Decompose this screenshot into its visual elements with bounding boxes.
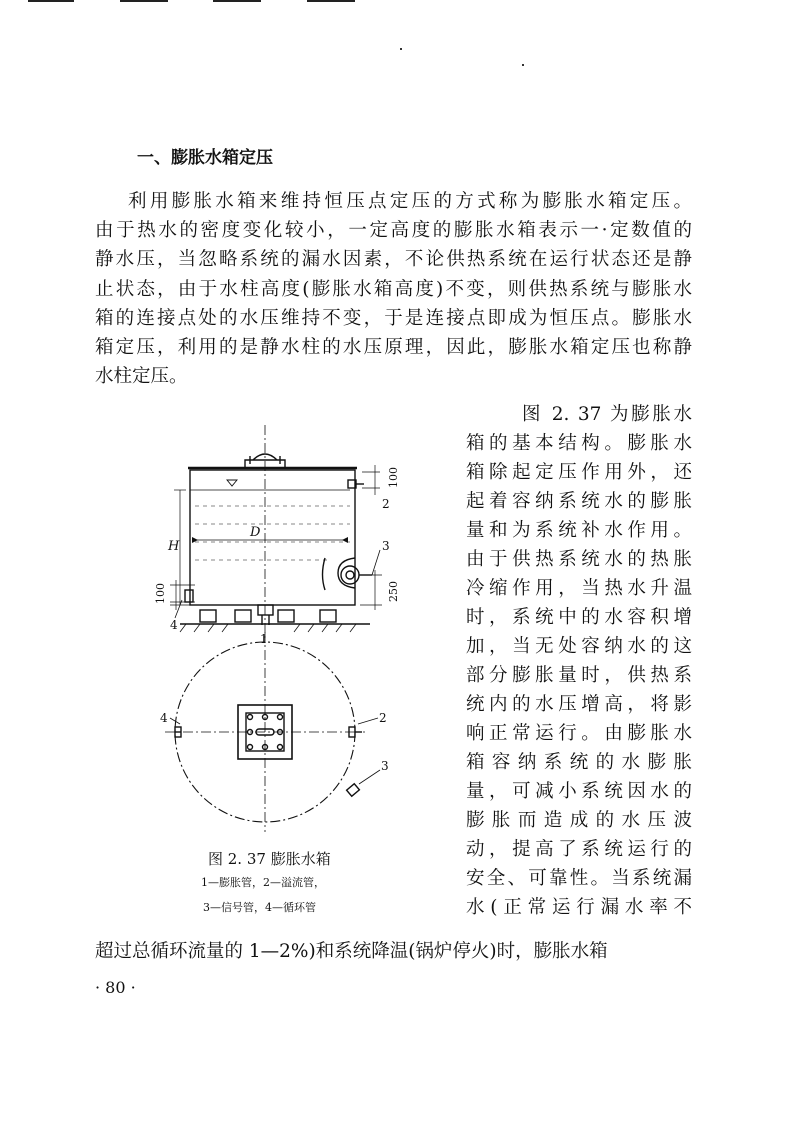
paragraph1-line: 利用膨胀水箱来维持恒压点定压的方式称为膨胀水箱定压。 [128,191,692,212]
scan-speck [522,64,524,66]
mark-4-bottom: 4 [160,711,168,725]
dim-250: 250 [387,581,400,602]
section-heading: 一、膨胀水箱定压 [137,148,273,168]
top-rule-2 [120,0,168,2]
paragraph2-line: 响正常运行。由膨胀水 [466,723,692,744]
paragraph1-line: 静水压，当忽略系统的漏水因素，不论供热系统在运行状态还是静 [95,249,692,270]
paragraph2-tail-line: 超过总循环流量的 1—2%)和系统降温(锅炉停火)时，膨胀水箱 [95,941,608,962]
paragraph2-line: 箱除起定压作用外，还 [466,462,692,483]
mark-4-top: 4 [170,618,178,632]
dim-100-left: 100 [154,583,167,604]
paragraph2-line: 由于供热系统水的热胀 [466,549,692,570]
paragraph2-line: 部分膨胀量时，供热系 [466,665,692,686]
paragraph2-line: 量和为系统补水作用。 [466,520,692,541]
paragraph1-line: 水柱定压。 [95,366,188,387]
label-h: H [168,539,180,554]
paragraph2-line: 水(正常运行漏水率不 [466,897,692,918]
paragraph2-line: 箱的基本结构。膨胀水 [466,433,692,454]
paragraph1-line: 止状态，由于水柱高度(膨胀水箱高度)不变，则供热系统与膨胀水 [95,279,692,300]
top-rule-1 [28,0,74,2]
scan-speck [400,48,402,50]
paragraph2-line: 膨胀而造成的水压波 [466,810,692,831]
mark-3-top: 3 [382,539,390,553]
paragraph2-line: 图 2. 37 为膨胀水 [522,404,692,425]
paragraph2-line: 箱容纳系统的水膨胀 [466,752,692,773]
paragraph2-line: 时，系统中的水容积增 [466,607,692,628]
figure-caption-legend: 3—信号管，4—循环管 [203,901,316,914]
dim-100-top: 100 [387,467,400,488]
label-d: D [250,525,261,540]
paragraph2-line: 量，可减小系统因水的 [466,781,692,802]
page-number: · 80 · [95,978,136,997]
paragraph1-line: 箱定压，利用的是静水柱的水压原理，因此，膨胀水箱定压也称静 [95,337,692,358]
expansion-tank-figure [150,420,420,840]
mark-2-top: 2 [382,497,390,511]
top-rule-4 [307,0,355,2]
mark-2-bottom: 2 [379,711,387,725]
mark-3-bottom: 3 [381,759,389,773]
paragraph1-line: 箱的连接点处的水压维持不变，于是连接点即成为恒压点。膨胀水 [95,308,692,329]
paragraph2-line: 安全、可靠性。当系统漏 [466,868,692,889]
paragraph2-line: 冷缩作用，当热水升温 [466,578,692,599]
paragraph2-line: 起着容纳系统水的膨胀 [466,491,692,512]
figure-caption-legend: 1—膨胀管，2—溢流管， [201,876,325,889]
figure-caption-title: 图 2. 37 膨胀水箱 [208,850,331,868]
paragraph1-line: 由于热水的密度变化较小，一定高度的膨胀水箱表示一·定数值的 [95,220,692,241]
mark-1: 1 [260,632,268,646]
paragraph2-line: 动，提高了系统运行的 [466,839,692,860]
top-rule-3 [213,0,261,2]
paragraph2-line: 统内的水压增高，将影 [466,694,692,715]
paragraph2-line: 加，当无处容纳水的这 [466,636,692,657]
